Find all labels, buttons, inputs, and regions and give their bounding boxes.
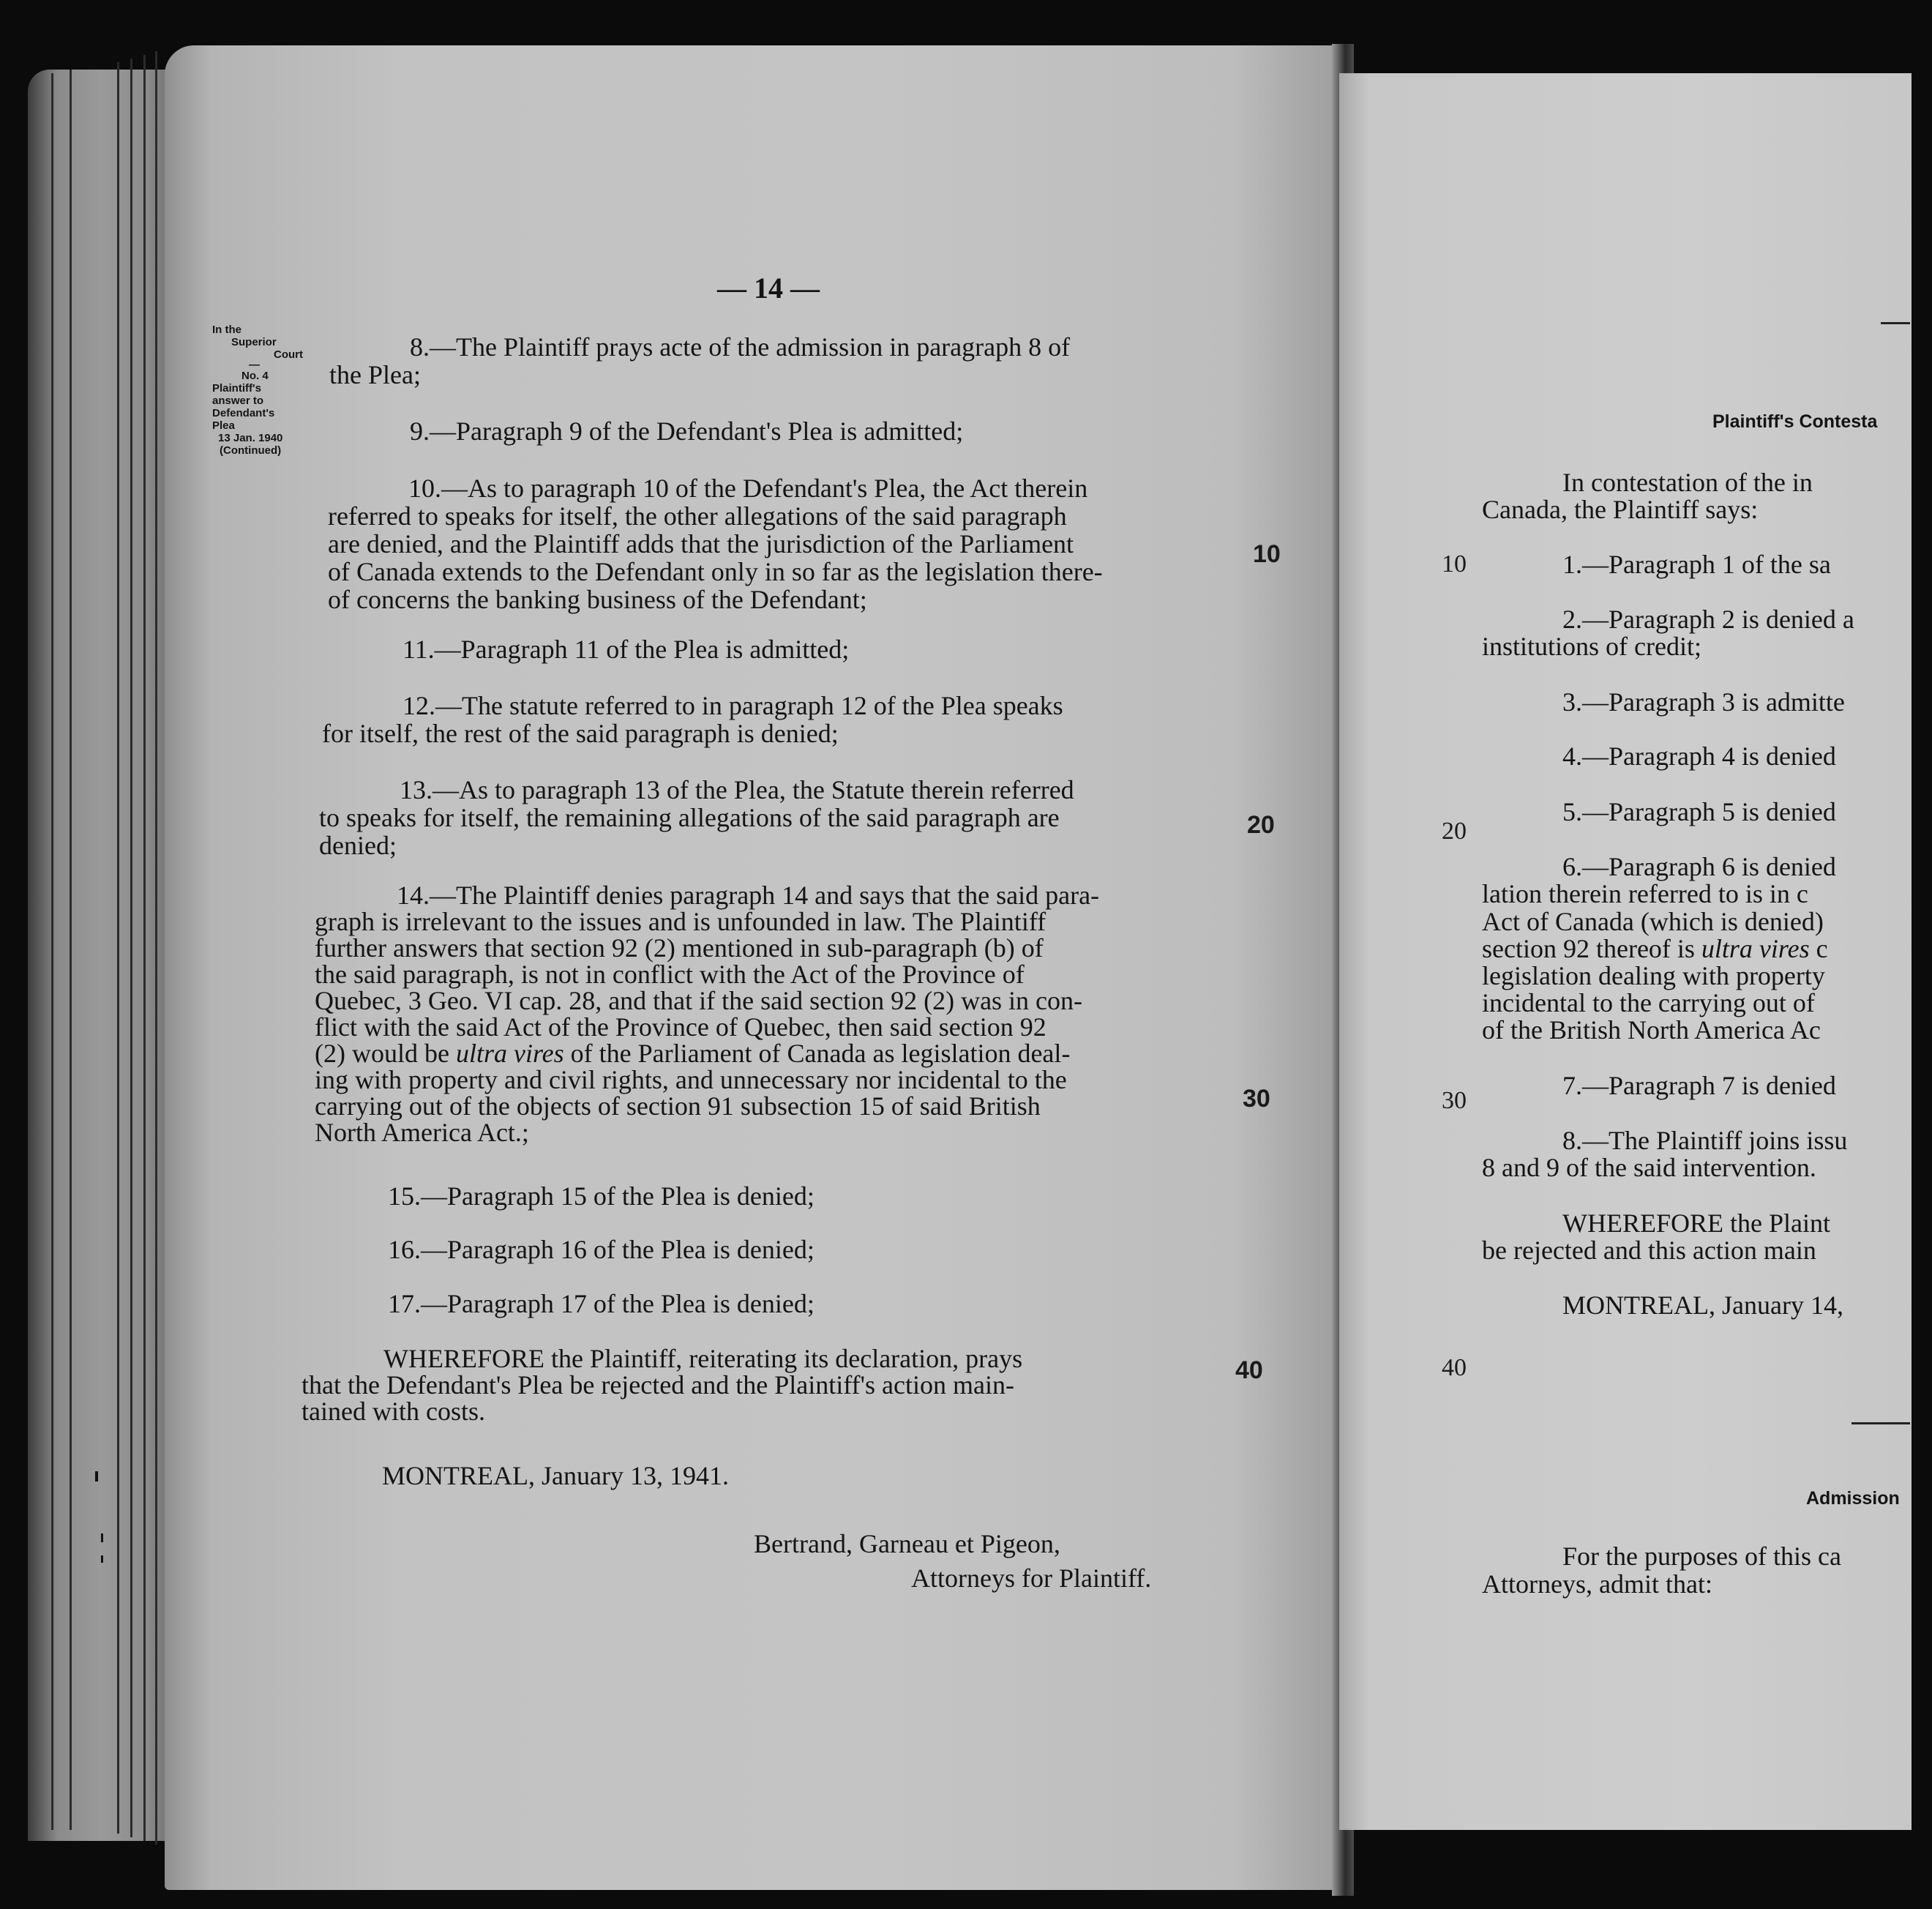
text-line: denied; bbox=[319, 831, 397, 860]
right-line: 6.—Paragraph 6 is denied bbox=[1562, 852, 1836, 881]
line-number: 20 bbox=[1247, 811, 1275, 839]
text-line: the said paragraph, is not in conflict with the Act of the Province of bbox=[315, 960, 1025, 989]
paragraph-9 bbox=[329, 417, 963, 445]
right-line: lation therein referred to is in c bbox=[1482, 879, 1808, 908]
right-line: 3.—Paragraph 3 is admitte bbox=[1562, 687, 1845, 717]
text-line: 11.—Paragraph 11 of the Plea is admitted; bbox=[402, 635, 850, 664]
text-line: to speaks for itself, the remaining allegations of the said paragraph are bbox=[319, 803, 1060, 832]
side-note bbox=[212, 324, 322, 457]
side-note-line: 13 Jan. 1940 bbox=[218, 432, 283, 444]
text-line: (2) would be ultra vires of the Parliament of Canada as legislation deal- bbox=[315, 1039, 1071, 1068]
page-stack-line bbox=[51, 73, 53, 1830]
paragraph-15 bbox=[307, 1182, 815, 1210]
right-line: legislation dealing with property bbox=[1482, 961, 1825, 990]
line-number: 20 bbox=[1442, 818, 1467, 845]
text-line: referred to speaks for itself, the other allegations of the said paragraph bbox=[328, 501, 1067, 531]
right-edge bbox=[1912, 0, 1932, 1909]
paragraph-13 bbox=[319, 776, 1074, 859]
right-line: Canada, the Plaintiff says: bbox=[1482, 495, 1759, 524]
right-line: For the purposes of this ca bbox=[1562, 1542, 1841, 1571]
side-note-line: Defendant's bbox=[212, 407, 275, 419]
text-line: that the Defendant's Plea be rejected and the Plaintiff's action main- bbox=[302, 1370, 1014, 1400]
margin-mark bbox=[101, 1533, 103, 1542]
side-note-line: Plea bbox=[212, 419, 235, 432]
right-line: In contestation of the in bbox=[1562, 468, 1813, 497]
side-note-line: Court bbox=[274, 348, 303, 361]
paragraph-16 bbox=[307, 1236, 815, 1263]
wherefore-paragraph bbox=[302, 1345, 1022, 1424]
right-line: incidental to the carrying out of bbox=[1482, 988, 1815, 1017]
side-note-line: Plaintiff's bbox=[212, 382, 261, 395]
side-note-line: answer to bbox=[212, 395, 264, 407]
text-line: 15.—Paragraph 15 of the Plea is denied; bbox=[388, 1181, 815, 1211]
text-line: 8.—The Plaintiff prays acte of the admission in paragraph 8 of bbox=[410, 332, 1071, 362]
right-line: institutions of credit; bbox=[1482, 632, 1701, 661]
right-line: 4.—Paragraph 4 is denied bbox=[1562, 741, 1836, 771]
margin-mark bbox=[101, 1555, 103, 1563]
side-note-line: — bbox=[249, 359, 260, 371]
text-line: WHEREFORE the Plaintiff, reiterating its declaration, prays bbox=[383, 1344, 1023, 1373]
paragraph-17 bbox=[307, 1290, 815, 1318]
text-line: further answers that section 92 (2) mentioned in sub-paragraph (b) of bbox=[315, 933, 1044, 963]
line-number: 10 bbox=[1442, 550, 1467, 578]
text-line: 17.—Paragraph 17 of the Plea is denied; bbox=[388, 1289, 815, 1318]
text-line: carrying out of the objects of section 91 subsection 15 of said British bbox=[315, 1091, 1041, 1121]
line-number: 10 bbox=[1253, 540, 1281, 568]
text-line: 13.—As to paragraph 13 of the Plea, the Statute therein referred bbox=[400, 775, 1074, 804]
right-line: be rejected and this action main bbox=[1482, 1236, 1816, 1265]
signature-firm: Bertrand, Garneau et Pigeon, bbox=[754, 1529, 1060, 1558]
text-line: are denied, and the Plaintiff adds that the jurisdiction of the Parliament bbox=[328, 529, 1074, 558]
text-line: ing with property and civil rights, and unnecessary nor incidental to the bbox=[315, 1065, 1067, 1094]
paragraph-14 bbox=[315, 882, 1099, 1146]
page-stack-line bbox=[130, 59, 132, 1837]
paragraph-12 bbox=[322, 692, 1063, 747]
paragraph-10 bbox=[328, 474, 1103, 613]
paragraph-8 bbox=[329, 333, 1070, 389]
right-line: section 92 thereof is ultra vires c bbox=[1482, 934, 1828, 963]
text-line: Quebec, 3 Geo. VI cap. 28, and that if the said section 92 (2) was in con- bbox=[315, 986, 1083, 1015]
page-stack-line bbox=[143, 55, 146, 1841]
right-line: WHEREFORE the Plaint bbox=[1562, 1208, 1830, 1238]
line-number: 30 bbox=[1243, 1085, 1270, 1113]
text-line: tained with costs. bbox=[302, 1397, 485, 1426]
side-note-line: Superior bbox=[231, 336, 277, 348]
right-line: MONTREAL, January 14, bbox=[1562, 1290, 1843, 1320]
right-line: 2.—Paragraph 2 is denied a bbox=[1562, 605, 1854, 634]
text-line: flict with the said Act of the Province of Quebec, then said section 92 bbox=[315, 1012, 1046, 1042]
text-line: for itself, the rest of the said paragraph is denied; bbox=[322, 719, 839, 748]
right-line: 8.—The Plaintiff joins issu bbox=[1562, 1126, 1848, 1155]
text-line: 12.—The statute referred to in paragraph 12 of the Plea speaks bbox=[402, 691, 1063, 720]
page-stack-line bbox=[70, 70, 72, 1830]
right-line: of the British North America Ac bbox=[1482, 1015, 1821, 1045]
date-line: MONTREAL, January 13, 1941. bbox=[382, 1461, 729, 1490]
page-stack-line bbox=[155, 51, 157, 1845]
top-rule bbox=[1881, 322, 1910, 324]
paragraph-11 bbox=[326, 635, 849, 663]
admission-heading: Admission bbox=[1806, 1488, 1900, 1509]
side-note-line: (Continued) bbox=[220, 444, 282, 457]
signature-role: Attorneys for Plaintiff. bbox=[911, 1564, 1152, 1593]
right-line: Attorneys, admit that: bbox=[1482, 1569, 1712, 1599]
section-rule bbox=[1852, 1422, 1910, 1424]
text-line: the Plea; bbox=[329, 360, 421, 389]
text-line: of concerns the banking business of the Defendant; bbox=[328, 585, 867, 614]
right-line: Act of Canada (which is denied) bbox=[1482, 907, 1824, 936]
right-page-heading: Plaintiff's Contesta bbox=[1712, 411, 1878, 432]
line-number: 30 bbox=[1442, 1087, 1467, 1114]
right-line: 5.—Paragraph 5 is denied bbox=[1562, 797, 1836, 826]
line-number: 40 bbox=[1235, 1356, 1263, 1384]
side-note-line: No. 4 bbox=[242, 370, 269, 382]
line-number: 40 bbox=[1442, 1354, 1467, 1381]
page-stack-edge bbox=[28, 70, 174, 1841]
text-line: 16.—Paragraph 16 of the Plea is denied; bbox=[388, 1235, 815, 1264]
right-line: 8 and 9 of the said intervention. bbox=[1482, 1153, 1816, 1182]
page-stack-line bbox=[117, 62, 119, 1834]
right-line: 7.—Paragraph 7 is denied bbox=[1562, 1071, 1836, 1100]
text-line: 14.—The Plaintiff denies paragraph 14 and says that the said para- bbox=[397, 881, 1100, 910]
right-line: 1.—Paragraph 1 of the sa bbox=[1562, 550, 1831, 579]
side-note-line: In the bbox=[212, 324, 242, 336]
margin-mark bbox=[95, 1471, 98, 1482]
text-line: 10.—As to paragraph 10 of the Defendant's Plea, the Act therein bbox=[408, 474, 1088, 503]
text-line: graph is irrelevant to the issues and is unfounded in law. The Plaintiff bbox=[315, 907, 1046, 936]
page-number: — 14 — bbox=[717, 272, 820, 305]
text-line: North America Act.; bbox=[315, 1118, 529, 1147]
text-line: of Canada extends to the Defendant only in so far as the legislation there- bbox=[328, 557, 1103, 586]
text-line: 9.—Paragraph 9 of the Defendant's Plea is admitted; bbox=[410, 416, 964, 446]
